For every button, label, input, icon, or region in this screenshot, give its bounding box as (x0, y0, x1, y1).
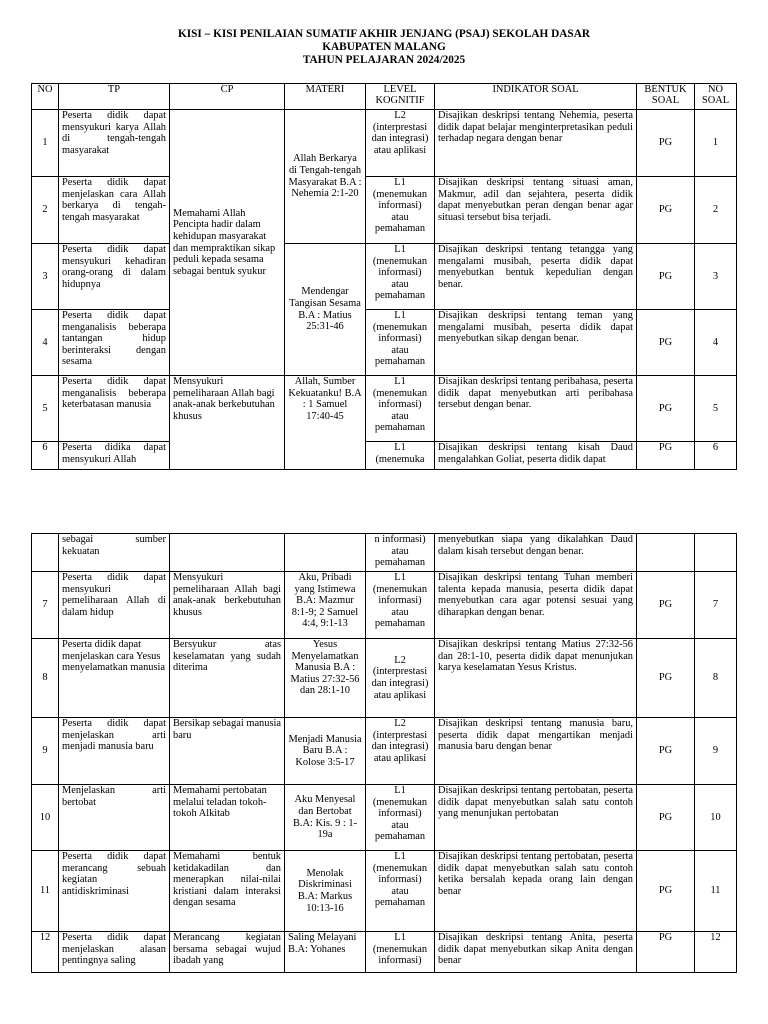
row-nosoal (695, 534, 737, 572)
row-level: L1 (menemukan informasi) atau pemahaman (366, 851, 435, 932)
row-level: L1 (menemukan informasi) atau pemahaman (366, 310, 435, 376)
row-nosoal: 1 (695, 110, 737, 177)
row-bentuk: PG (637, 442, 695, 470)
row-indikator: Disajikan deskripsi tentang tetangga yang mengalami musibah, peserta didik dapat menyebutkan bentuk kepedulian dengan benar. (435, 244, 637, 310)
row-indikator: Disajikan deskripsi tentang pertobatan, peserta didik dapat menyebutkan salah satu contoh yang menunjukan pertobatan (435, 785, 637, 851)
row-no: 6 (32, 442, 59, 470)
col-header-materi: MATERI (285, 84, 366, 110)
row-materi (285, 534, 366, 572)
row-bentuk: PG (637, 785, 695, 851)
row-cp: Bersyukur atas keselamatan yang sudah diterima (170, 639, 285, 718)
table-row (32, 110, 737, 177)
row-no: 11 (32, 851, 59, 932)
row-cp: Bersikap sebagai manusia baru (170, 718, 285, 785)
row-bentuk: PG (637, 851, 695, 932)
header-region: KABUPATEN MALANG (322, 41, 446, 53)
table-row (32, 177, 737, 244)
row-cp: Mensyukuri pemeliharaan Allah bagi anak-anak berkebutuhan khusus (170, 572, 285, 639)
row-tp: Peserta didik dapat mensyukuri pemeliharaan Allah di dalam hidup (59, 572, 170, 639)
header-title: KISI – KISI PENILAIAN SUMATIF AKHIR JENJANG (PSAJ) SEKOLAH DASAR (177, 28, 591, 40)
row-no: 8 (32, 639, 59, 718)
row-no: 3 (32, 244, 59, 310)
row-no: 2 (32, 177, 59, 244)
row-indikator: Disajikan deskripsi tentang manusia baru, peserta didik dapat mengartikan menjadi manusia baru dengan benar (435, 718, 637, 785)
table-row (32, 442, 737, 470)
row-bentuk (637, 534, 695, 572)
row-indikator: Disajikan deskripsi tentang kisah Daud mengalahkan Goliat, peserta didik dapat (435, 442, 637, 470)
row-indikator: Disajikan deskripsi tentang pertobatan, peserta didik dapat menyebutkan salah satu contoh ketika bersalah kepada orang lain dengan benar (435, 851, 637, 932)
row-indikator: menyebutkan siapa yang dikalahkan Daud dalam kisah tersebut dengan benar. (435, 534, 637, 572)
kisi-table-page-2 (31, 533, 737, 973)
row-bentuk: PG (637, 932, 695, 973)
row-level: L1 (menemukan informasi) atau pemahaman (366, 177, 435, 244)
table-row (32, 639, 737, 718)
row-tp: Peserta didik dapat mensyukuri karya Allah di tengah-tengah masyarakat (59, 110, 170, 177)
row-materi: Menjadi Manusia Baru B.A : Kolose 3:5-17 (285, 718, 366, 785)
row-tp: Peserta didik dapat menjelaskan arti menjadi manusia baru (59, 718, 170, 785)
col-header-indikator: INDIKATOR SOAL (435, 84, 637, 110)
row-no: 10 (32, 785, 59, 851)
row-level: L1 (menemukan informasi) atau pemahaman (366, 572, 435, 639)
row-level: L1 (menemukan informasi) atau pemahaman (366, 376, 435, 442)
row-materi: Saling Melayani B.A: Yohanes (285, 932, 366, 973)
table-row (32, 718, 737, 785)
row-bentuk: PG (637, 177, 695, 244)
table-header-row (32, 84, 737, 110)
row-tp: Peserta didik dapat menjelaskan cara Yesus menyelamatkan manusia (59, 639, 170, 718)
row-nosoal: 12 (695, 932, 737, 973)
row-bentuk: PG (637, 310, 695, 376)
row-level: L1 (menemukan informasi) atau pemahaman (366, 785, 435, 851)
row-cp: Memahami pertobatan melalui teladan tokoh-tokoh Alkitab (170, 785, 285, 851)
row-materi: Allah, Sumber Kekuatanku! B.A : 1 Samuel 17:40-45 (285, 376, 366, 470)
row-nosoal: 10 (695, 785, 737, 851)
row-nosoal: 4 (695, 310, 737, 376)
row-level: L1 (menemukan informasi) (366, 932, 435, 973)
row-nosoal: 9 (695, 718, 737, 785)
col-header-bentuk: BENTUK SOAL (637, 84, 695, 110)
row-bentuk: PG (637, 572, 695, 639)
col-header-tp: TP (59, 84, 170, 110)
row-tp: Peserta didik dapat menganalisis beberapa tantangan hidup berinteraksi dengan sesama (59, 310, 170, 376)
row-indikator: Disajikan deskripsi tentang situasi aman, Makmur, adil dan sejahtera, peserta didik dapat menyebutkan peran dengan benar agar situasi tersebut bisa terjadi. (435, 177, 637, 244)
row-materi: Yesus Menyelamatkan Manusia B.A : Matius 27:32-56 dan 28:1-10 (285, 639, 366, 718)
row-no: 4 (32, 310, 59, 376)
row-cp: Mensyukuri pemeliharaan Allah bagi anak-anak berkebutuhan khusus (170, 376, 285, 470)
row-nosoal: 6 (695, 442, 737, 470)
kisi-table-page-1 (31, 83, 737, 470)
table-row-continued (32, 534, 737, 572)
row-level: L2 (interprestasi dan integrasi) atau aplikasi (366, 718, 435, 785)
row-materi: Aku Menyesal dan Bertobat B.A: Kis. 9 : 1-19a (285, 785, 366, 851)
row-materi: Mendengar Tangisan Sesama B.A : Matius 25:31-46 (285, 244, 366, 376)
row-no: 5 (32, 376, 59, 442)
row-no: 12 (32, 932, 59, 973)
row-bentuk: PG (637, 110, 695, 177)
row-cp: Memahami Allah Pencipta hadir dalam kehidupan masyarakat dan mempraktikan sikap peduli kepada sesama sebagai bentuk syukur (170, 110, 285, 376)
row-no: 7 (32, 572, 59, 639)
row-bentuk: PG (637, 639, 695, 718)
document-header (0, 28, 768, 67)
row-level: n informasi) atau pemahaman (366, 534, 435, 572)
table-row (32, 785, 737, 851)
row-level: L2 (interprestasi dan integrasi) atau aplikasi (366, 110, 435, 177)
row-cp: Memahami bentuk ketidakadilan dan menerapkan nilai-nilai kristiani dalam interaksi dengan sesama (170, 851, 285, 932)
col-header-nosoal: NO SOAL (695, 84, 737, 110)
row-tp: Menjelaskan arti bertobat (59, 785, 170, 851)
row-tp: Peserta didik dapat menganalisis beberapa keterbatasan manusia (59, 376, 170, 442)
row-nosoal: 2 (695, 177, 737, 244)
row-bentuk: PG (637, 244, 695, 310)
row-nosoal: 5 (695, 376, 737, 442)
row-indikator: Disajikan deskripsi tentang Tuhan memberi talenta kepada manusia, peserta didik dapat menyebutkan cara agar potensi sesuai yang diharapkan dengan benar. (435, 572, 637, 639)
row-nosoal: 7 (695, 572, 737, 639)
row-materi: Menolak Diskriminasi B.A: Markus 10:13-16 (285, 851, 366, 932)
col-header-no: NO (32, 84, 59, 110)
row-indikator: Disajikan deskripsi tentang Anita, peserta didik dapat menyebutkan sikap Anita dengan benar (435, 932, 637, 973)
row-tp: Peserta didika dapat mensyukuri Allah (59, 442, 170, 470)
col-header-level: LEVEL KOGNITIF (366, 84, 435, 110)
row-bentuk: PG (637, 718, 695, 785)
row-level: L2 (interprestasi dan integrasi) atau aplikasi (366, 639, 435, 718)
table-row (32, 310, 737, 376)
row-no (32, 534, 59, 572)
row-nosoal: 8 (695, 639, 737, 718)
table-row (32, 851, 737, 932)
table-row (32, 932, 737, 973)
row-tp: sebagai sumber kekuatan (59, 534, 170, 572)
table-row (32, 572, 737, 639)
row-indikator: Disajikan deskripsi tentang peribahasa, peserta didik dapat menyebutkan arti peribahasa tersebut dengan benar. (435, 376, 637, 442)
row-indikator: Disajikan deskripsi tentang Matius 27:32-56 dan 28:1-10, peserta didik dapat menunjukan karya keselamatan Yesus Kristus. (435, 639, 637, 718)
row-tp: Peserta didik dapat menjelaskan cara Allah berkarya di tengah-tengah masyarakat (59, 177, 170, 244)
row-level: L1 (menemukan informasi) atau pemahaman (366, 244, 435, 310)
row-tp: Peserta didik dapat merancang sebuah kegiatan antidiskriminasi (59, 851, 170, 932)
row-materi: Allah Berkarya di Tengah-tengah Masyarakat B.A : Nehemia 2:1-20 (285, 110, 366, 244)
row-no: 1 (32, 110, 59, 177)
row-bentuk: PG (637, 376, 695, 442)
row-materi: Aku, Pribadi yang Istimewa B.A: Mazmur 8:1-9; 2 Samuel 4:4, 9:1-13 (285, 572, 366, 639)
row-cp (170, 534, 285, 572)
row-no: 9 (32, 718, 59, 785)
row-tp: Peserta didik dapat menjelaskan alasan pentingnya saling (59, 932, 170, 973)
row-nosoal: 11 (695, 851, 737, 932)
row-indikator: Disajikan deskripsi tentang Nehemia, peserta didik dapat belajar menginterpretasikan peduli terhadap negara dengan benar (435, 110, 637, 177)
header-year: TAHUN PELAJARAN 2024/2025 (302, 54, 466, 66)
table-row (32, 244, 737, 310)
row-indikator: Disajikan deskripsi tentang teman yang mengalami musibah, peserta didik dapat menyebutkan sikap dengan benar. (435, 310, 637, 376)
row-cp: Merancang kegiatan bersama sebagai wujud ibadah yang (170, 932, 285, 973)
col-header-cp: CP (170, 84, 285, 110)
table-row (32, 376, 737, 442)
row-tp: Peserta didik dapat mensyukuri kehadiran orang-orang di dalam hidupnya (59, 244, 170, 310)
row-nosoal: 3 (695, 244, 737, 310)
row-level: L1 (menemuka (366, 442, 435, 470)
